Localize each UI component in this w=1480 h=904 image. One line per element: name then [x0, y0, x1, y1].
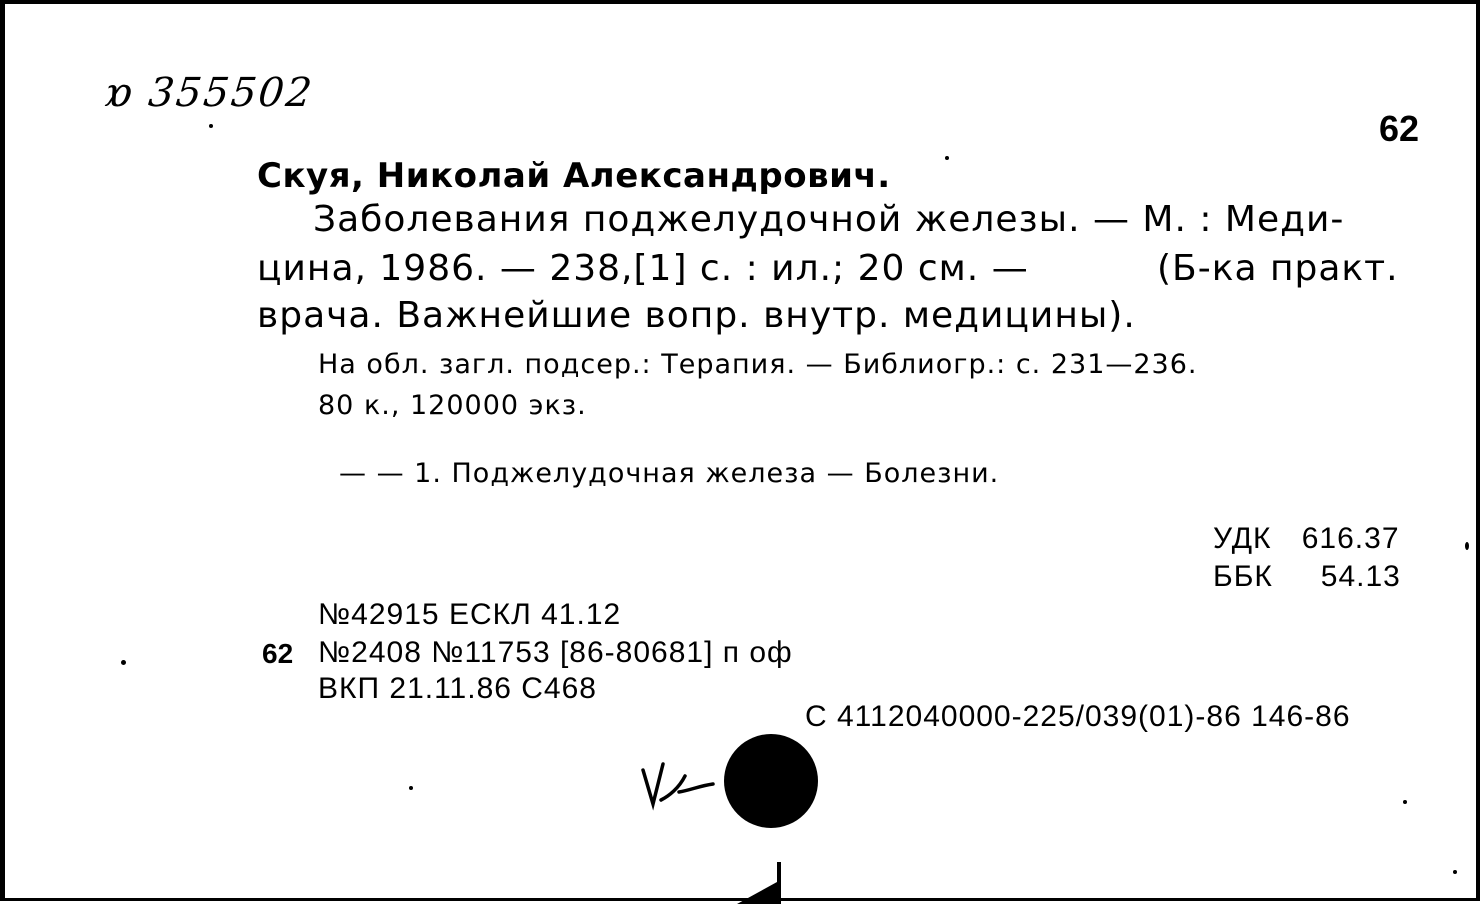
- note-line-2: 80 к., 120000 экз.: [318, 390, 587, 421]
- tech-line-2: №2408 №11753 [86-80681] п оф: [318, 636, 793, 669]
- card-number: 62: [1379, 108, 1420, 149]
- note-line-1: На обл. загл. подсер.: Терапия. — Библиогр.: с. 231—236.: [318, 349, 1198, 380]
- author-heading: Скуя, Николай Александрович.: [257, 156, 891, 196]
- udk-line: [1213, 522, 1400, 556]
- isbn-line: С 4112040000-225/039(01)-86 146-86: [805, 700, 1351, 733]
- speck: [1403, 800, 1407, 804]
- speck: [121, 660, 126, 665]
- title-line-2-right: (Б-ка практ.: [1157, 248, 1399, 289]
- title-line-3: врача. Важнейшие вопр. внутр. медицины).: [257, 295, 1136, 336]
- udk-label: УДК: [1213, 522, 1272, 555]
- title-line-1: Заболевания поджелудочной железы. — М. : Меди-: [313, 199, 1345, 240]
- tech-line-1: №42915 ЕСКЛ 41.12: [318, 598, 622, 631]
- speck: [209, 124, 213, 128]
- title-line-2: [257, 248, 1399, 289]
- speck: [1465, 542, 1469, 550]
- inventory-mark: ɒ 355502: [102, 70, 316, 116]
- udk-code: 616.37: [1301, 522, 1400, 555]
- bbk-line: [1213, 560, 1401, 594]
- bbk-label: ББК: [1213, 560, 1273, 593]
- bbk-code: 54.13: [1320, 560, 1401, 593]
- title-line-2-left: цина, 1986. — 238,[1] с. : ил.; 20 см. —: [257, 248, 1029, 289]
- tech-line-3: ВКП 21.11.86 С468: [318, 672, 597, 705]
- tech-prefix: 62: [262, 638, 294, 669]
- rod-notch: [737, 860, 785, 904]
- speck: [1453, 870, 1457, 874]
- punch-hole: [724, 734, 818, 828]
- speck: [945, 156, 949, 160]
- subject-heading: — — 1. Поджелудочная железа — Болезни.: [339, 458, 1000, 489]
- speck: [409, 786, 413, 790]
- handwritten-mark: [639, 756, 719, 816]
